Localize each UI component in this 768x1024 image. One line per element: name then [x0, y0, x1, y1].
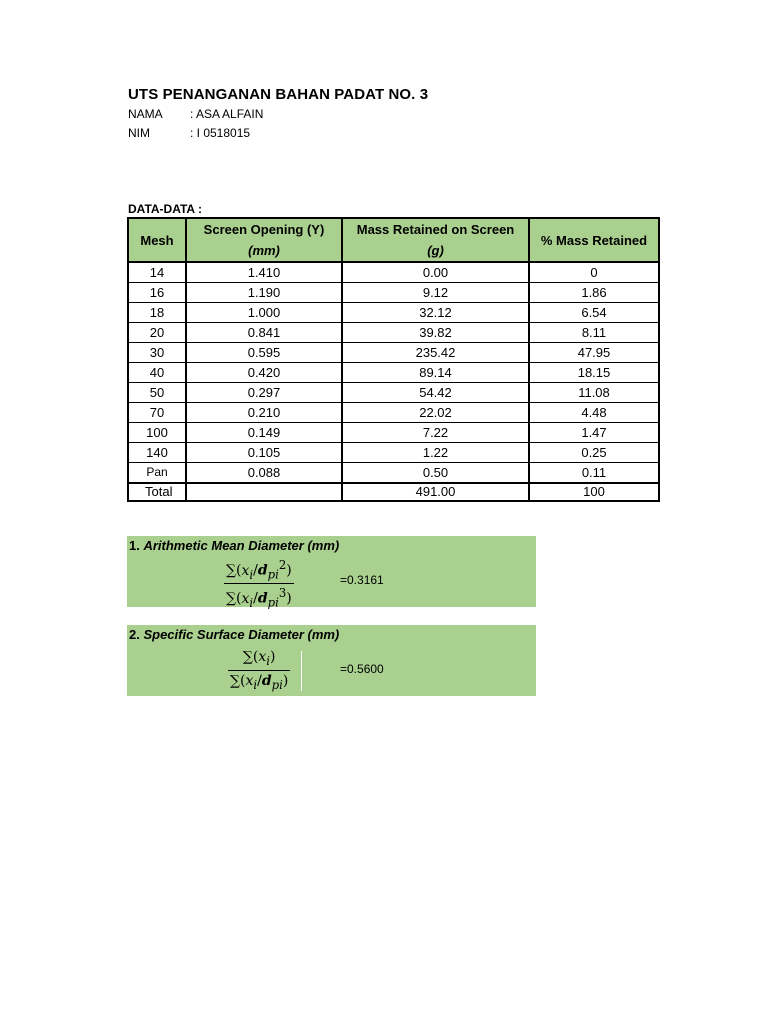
data-section-label: DATA-DATA :: [128, 202, 202, 216]
cell-screen-opening: 0.149: [186, 423, 342, 443]
name-row: [128, 107, 263, 121]
name-label: NAMA: [128, 107, 163, 121]
result-1-name: Arithmetic Mean Diameter (mm): [143, 538, 340, 553]
arithmetic-mean-box: [127, 536, 536, 610]
cell-mass-retained: 7.22: [342, 423, 529, 443]
arithmetic-mean-value: =0.3161: [340, 573, 384, 587]
cell-screen-opening: 0.595: [186, 343, 342, 363]
total-opening: [186, 483, 342, 501]
table-total-row: [128, 483, 659, 501]
cell-percent-mass: 1.47: [529, 423, 659, 443]
cell-mesh: 14: [128, 262, 186, 283]
cell-screen-opening: 1.000: [186, 303, 342, 323]
table-row: [128, 423, 659, 443]
cell-mass-retained: 0.00: [342, 262, 529, 283]
cell-mass-retained: 54.42: [342, 383, 529, 403]
cell-mass-retained: 22.02: [342, 403, 529, 423]
cell-screen-opening: 0.088: [186, 463, 342, 484]
header-mass-retained-line1: Mass Retained on Screen: [356, 222, 515, 237]
cell-percent-mass: 0.11: [529, 463, 659, 484]
text-cursor: [301, 651, 302, 691]
table-row: [128, 283, 659, 303]
cell-screen-opening: 0.105: [186, 443, 342, 463]
cell-mesh: 18: [128, 303, 186, 323]
table-row: [128, 383, 659, 403]
specific-surface-heading: [129, 627, 339, 642]
document-title: UTS PENANGANAN BAHAN PADAT NO. 3: [128, 86, 429, 103]
header-screen-opening-line1: Screen Opening (Y): [203, 222, 325, 237]
name-value: : ASA ALFAIN: [190, 107, 264, 121]
cell-percent-mass: 0.25: [529, 443, 659, 463]
cell-mesh: 140: [128, 443, 186, 463]
cell-mesh: 16: [128, 283, 186, 303]
sieve-data-table: [127, 217, 660, 502]
cell-percent-mass: 11.08: [529, 383, 659, 403]
cell-percent-mass: 1.86: [529, 283, 659, 303]
cell-mass-retained: 89.14: [342, 363, 529, 383]
cell-percent-mass: 18.15: [529, 363, 659, 383]
total-mass: 491.00: [342, 483, 529, 501]
cell-percent-mass: 8.11: [529, 323, 659, 343]
table-row: [128, 303, 659, 323]
specific-surface-formula: $\sum(x_i)$ $\sum(x_i/d_{pi})$: [230, 649, 289, 692]
header-screen-opening: [186, 218, 342, 262]
cell-mass-retained: 1.22: [342, 443, 529, 463]
cell-percent-mass: 0: [529, 262, 659, 283]
cell-mesh: 70: [128, 403, 186, 423]
cell-percent-mass: 47.95: [529, 343, 659, 363]
nim-value: : I 0518015: [190, 126, 251, 140]
table-row: [128, 403, 659, 423]
arithmetic-mean-formula: $\sum(x_i/d_{pi}^2)$ $\sum(x_i/d_{pi}^3)$: [226, 558, 292, 610]
cell-screen-opening: 0.210: [186, 403, 342, 423]
cell-mass-retained: 39.82: [342, 323, 529, 343]
cell-mass-retained: 32.12: [342, 303, 529, 323]
cell-screen-opening: 0.297: [186, 383, 342, 403]
cell-screen-opening: 0.841: [186, 323, 342, 343]
header-percent-mass: % Mass Retained: [529, 218, 659, 262]
cell-mesh: 100: [128, 423, 186, 443]
nim-row: [128, 126, 250, 140]
table-row: [128, 463, 659, 484]
cell-mass-retained: 235.42: [342, 343, 529, 363]
table-row: [128, 343, 659, 363]
nim-label: NIM: [128, 126, 150, 140]
result-1-number: 1.: [129, 538, 140, 553]
table-row: [128, 262, 659, 283]
header-screen-opening-line2: (mm): [248, 243, 280, 258]
specific-surface-value: =0.5600: [340, 662, 384, 676]
table-header-row: [128, 218, 659, 262]
cell-screen-opening: 1.410: [186, 262, 342, 283]
cell-mass-retained: 9.12: [342, 283, 529, 303]
arithmetic-mean-heading: [129, 538, 339, 553]
cell-mass-retained: 0.50: [342, 463, 529, 484]
table-row: [128, 443, 659, 463]
total-label: Total: [128, 483, 186, 501]
table-row: [128, 323, 659, 343]
specific-surface-box: [127, 625, 536, 696]
total-percent: 100: [529, 483, 659, 501]
cell-mesh: Pan: [128, 463, 186, 484]
table-row: [128, 363, 659, 383]
header-mass-retained: [342, 218, 529, 262]
cell-mesh: 20: [128, 323, 186, 343]
header-mass-retained-line2: (g): [427, 243, 444, 258]
cell-percent-mass: 4.48: [529, 403, 659, 423]
result-2-name: Specific Surface Diameter (mm): [143, 627, 340, 642]
cell-screen-opening: 0.420: [186, 363, 342, 383]
cell-mesh: 40: [128, 363, 186, 383]
cell-percent-mass: 6.54: [529, 303, 659, 323]
cell-mesh: 50: [128, 383, 186, 403]
result-2-number: 2.: [129, 627, 140, 642]
cell-screen-opening: 1.190: [186, 283, 342, 303]
cell-mesh: 30: [128, 343, 186, 363]
header-mesh: Mesh: [128, 218, 186, 262]
